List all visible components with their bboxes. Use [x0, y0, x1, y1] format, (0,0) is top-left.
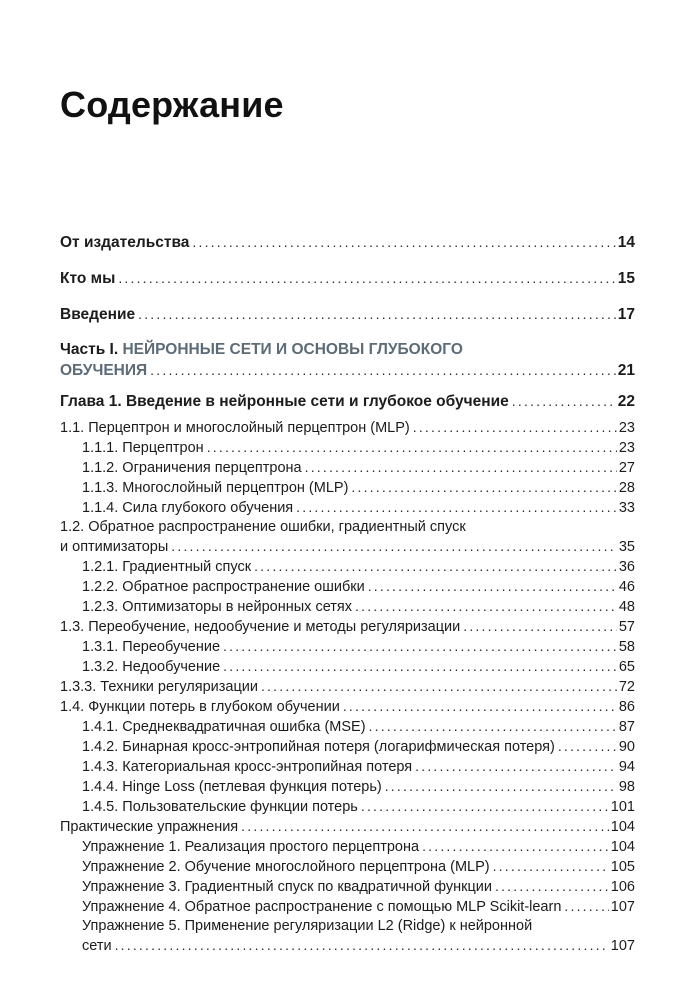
entry-text: 1.2.2. Обратное распространение ошибки — [82, 579, 365, 595]
toc-entry-line — [82, 458, 635, 478]
toc-entry — [60, 717, 635, 737]
toc-entry — [60, 478, 635, 498]
entry-page-number: 27 — [618, 460, 635, 476]
toc-entry — [60, 777, 635, 797]
leader-dots — [305, 458, 617, 477]
toc-entry-line — [60, 304, 635, 325]
leader-dots — [361, 797, 609, 816]
entry-page-number: 14 — [617, 234, 635, 251]
entry-text: Упражнение 4. Обратное распространение с помощью MLP Scikit-learn — [82, 899, 562, 915]
toc-entry-line — [60, 418, 635, 438]
toc-entry-line — [60, 391, 635, 412]
leader-dots — [254, 557, 617, 576]
entry-text: Часть I. НЕЙРОННЫЕ СЕТИ И ОСНОВЫ ГЛУБОКОГО — [60, 341, 463, 358]
leader-dots — [118, 268, 615, 287]
leader-dots — [171, 537, 617, 556]
toc-entry-line — [82, 837, 635, 857]
leader-dots — [413, 418, 617, 437]
entry-text: Введение — [60, 306, 136, 323]
entry-page-number: 58 — [618, 639, 635, 655]
entry-text: сети — [82, 938, 112, 954]
entry-page-number: 87 — [618, 719, 635, 735]
leader-dots — [415, 757, 617, 776]
toc-entry-line — [60, 817, 635, 837]
entry-text: 1.3.3. Техники регуляризации — [60, 679, 258, 695]
toc-entry-line — [82, 577, 635, 597]
entry-prefix: Часть I. — [60, 341, 123, 358]
entry-text: ОБУЧЕНИЯ — [60, 362, 148, 379]
leader-dots — [463, 617, 617, 636]
entry-text: 1.4.3. Категориальная кросс-энтропийная потеря — [82, 759, 413, 775]
entry-page-number: 22 — [617, 393, 635, 410]
toc-entry-line — [82, 737, 635, 757]
entry-page-number: 107 — [610, 899, 635, 915]
entry-page-number: 23 — [618, 440, 635, 456]
toc-entry-line — [60, 537, 635, 557]
toc-entry — [60, 268, 635, 289]
toc-entry — [60, 757, 635, 777]
leader-dots — [564, 897, 608, 916]
entry-text: 1.1.1. Перцептрон — [82, 440, 204, 456]
leader-dots — [261, 677, 617, 696]
entry-text: 1.4. Функции потерь в глубоком обучении — [60, 699, 340, 715]
toc-entry-line — [60, 677, 635, 697]
entry-page-number: 104 — [610, 819, 635, 835]
entry-text: Глава 1. Введение в нейронные сети и глубокое обучение — [60, 393, 509, 410]
toc-entry — [60, 657, 635, 677]
entry-page-number: 23 — [618, 420, 635, 436]
toc-entry-line — [82, 777, 635, 797]
entry-page-number: 33 — [618, 500, 635, 516]
entry-page-number: 94 — [618, 759, 635, 775]
entry-text: 1.3.1. Переобучение — [82, 639, 221, 655]
entry-page-number: 21 — [617, 362, 635, 379]
entry-page-number: 101 — [610, 799, 635, 815]
leader-dots — [368, 577, 617, 596]
entry-text: 1.1.4. Сила глубокого обучения — [82, 500, 294, 516]
entry-page-number: 57 — [618, 619, 635, 635]
leader-dots — [493, 857, 609, 876]
entry-page-number: 90 — [618, 739, 635, 755]
toc-entry — [60, 697, 635, 717]
leader-dots — [385, 777, 617, 796]
toc-entry — [60, 617, 635, 637]
toc-entry-line — [82, 597, 635, 617]
toc-entry — [60, 597, 635, 617]
entry-page-number: 35 — [618, 539, 635, 555]
toc-list — [60, 232, 635, 956]
leader-dots — [512, 391, 616, 410]
toc-entry-line — [82, 557, 635, 577]
toc-entry-line — [82, 857, 635, 877]
page-title: Содержание — [60, 84, 284, 125]
entry-page-number: 104 — [610, 839, 635, 855]
toc-entry — [60, 857, 635, 877]
entry-text: Упражнение 2. Обучение многослойного перцептрона (MLP) — [82, 859, 490, 875]
entry-text: и оптимизаторы — [60, 539, 169, 555]
toc-entry-line — [60, 697, 635, 717]
toc-entry-line — [82, 498, 635, 518]
leader-dots — [355, 597, 617, 616]
toc-entry — [60, 897, 635, 917]
toc-entry — [60, 418, 635, 438]
leader-dots — [343, 697, 617, 716]
toc-entry-line — [82, 917, 635, 936]
leader-dots — [351, 478, 616, 497]
entry-text: 1.1.3. Многослойный перцептрон (MLP) — [82, 480, 349, 496]
leader-dots — [138, 304, 616, 323]
entry-page-number: 46 — [618, 579, 635, 595]
entry-page-number: 36 — [618, 559, 635, 575]
entry-page-number: 48 — [618, 599, 635, 615]
entry-text: 1.4.2. Бинарная кросс-энтропийная потеря (логарифмическая потеря) — [82, 739, 555, 755]
toc-entry — [60, 817, 635, 837]
toc-entry — [60, 518, 635, 557]
leader-dots — [223, 637, 617, 656]
toc-entry — [60, 458, 635, 478]
entry-page-number: 28 — [618, 480, 635, 496]
entry-text: 1.3. Переобучение, недообучение и методы регуляризации — [60, 619, 461, 635]
toc-entry — [60, 438, 635, 458]
toc-entry — [60, 577, 635, 597]
toc-entry-line — [60, 617, 635, 637]
entry-text: От издательства — [60, 234, 190, 251]
entry-text: Упражнение 3. Градиентный спуск по квадратичной функции — [82, 879, 492, 895]
entry-page-number: 98 — [618, 779, 635, 795]
leader-dots — [296, 498, 617, 517]
toc-entry — [60, 557, 635, 577]
toc-entry-line — [82, 717, 635, 737]
leader-dots — [422, 837, 609, 856]
toc-entry-line — [82, 897, 635, 917]
leader-dots — [207, 438, 617, 457]
entry-text: 1.2.1. Градиентный спуск — [82, 559, 252, 575]
leader-dots — [241, 817, 609, 836]
toc-entry-line — [82, 877, 635, 897]
toc-entry — [60, 498, 635, 518]
toc-entry — [60, 304, 635, 325]
toc-entry — [60, 797, 635, 817]
toc-entry-line — [82, 478, 635, 498]
toc-entry — [60, 232, 635, 253]
toc-entry — [60, 737, 635, 757]
entry-text: 1.2. Обратное распространение ошибки, градиентный спуск — [60, 519, 466, 535]
toc-entry-line — [82, 936, 635, 956]
leader-dots — [495, 877, 609, 896]
toc-entry-line — [82, 657, 635, 677]
entry-page-number: 65 — [618, 659, 635, 675]
entry-text: 1.4.5. Пользовательские функции потерь — [82, 799, 358, 815]
toc-entry-line — [60, 268, 635, 289]
toc-entry — [60, 637, 635, 657]
toc-entry — [60, 917, 635, 956]
toc-entry — [60, 391, 635, 412]
entry-text: Кто мы — [60, 270, 116, 287]
entry-text: 1.4.1. Среднеквадратичная ошибка (MSE) — [82, 719, 366, 735]
entry-page-number: 86 — [618, 699, 635, 715]
entry-page-number: 17 — [617, 306, 635, 323]
leader-dots — [558, 737, 617, 756]
leader-dots — [223, 657, 617, 676]
toc-entry-line — [82, 438, 635, 458]
toc-entry — [60, 340, 635, 381]
toc-entry-line — [60, 518, 635, 537]
toc-entry-line — [82, 757, 635, 777]
toc-entry — [60, 837, 635, 857]
leader-dots — [192, 232, 615, 251]
leader-dots — [150, 360, 616, 379]
leader-dots — [369, 717, 617, 736]
toc-entry-line — [60, 360, 635, 381]
entry-text: 1.2.3. Оптимизаторы в нейронных сетях — [82, 599, 353, 615]
entry-page-number: 15 — [617, 270, 635, 287]
entry-page-number: 106 — [610, 879, 635, 895]
entry-text: 1.4.4. Hinge Loss (петлевая функция потерь) — [82, 779, 382, 795]
entry-page-number: 72 — [618, 679, 635, 695]
entry-page-number: 105 — [610, 859, 635, 875]
toc-entry-line — [60, 232, 635, 253]
toc-entry-line — [82, 637, 635, 657]
entry-text: Упражнение 5. Применение регуляризации L2 (Ridge) к нейронной — [82, 918, 533, 934]
entry-text: Практические упражнения — [60, 819, 239, 835]
entry-text: 1.3.2. Недообучение — [82, 659, 221, 675]
toc-entry — [60, 677, 635, 697]
toc-entry — [60, 877, 635, 897]
entry-page-number: 107 — [610, 938, 635, 954]
entry-text: Упражнение 1. Реализация простого перцептрона — [82, 839, 420, 855]
entry-text: 1.1.2. Ограничения перцептрона — [82, 460, 302, 476]
leader-dots — [115, 936, 609, 955]
entry-text: 1.1. Перцептрон и многослойный перцептрон (MLP) — [60, 420, 410, 436]
toc-entry-line — [60, 340, 635, 360]
toc-entry-line — [82, 797, 635, 817]
